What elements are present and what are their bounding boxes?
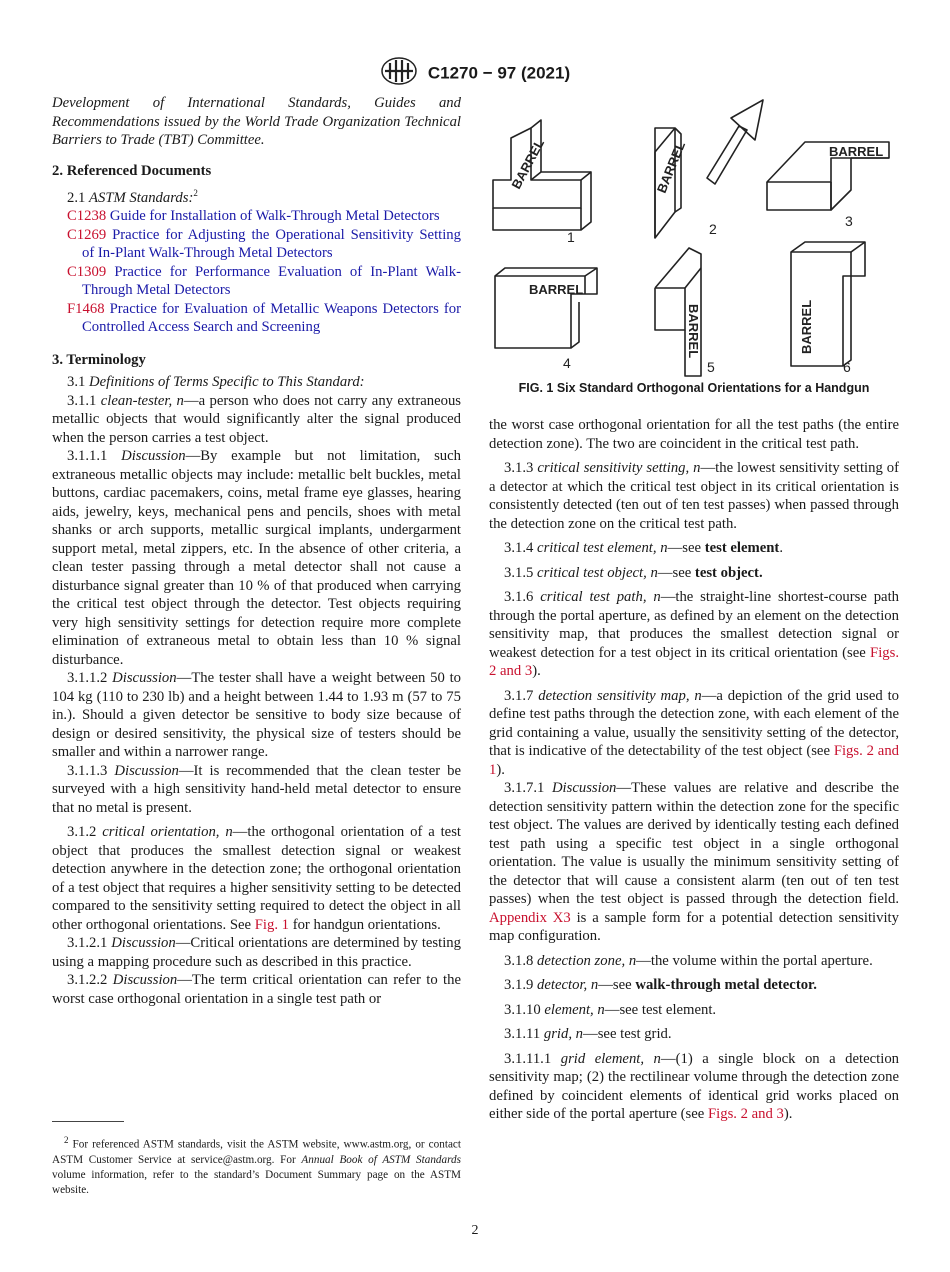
paragraph-3-1-2-1: 3.1.2.1 Discussion—Critical orientations are determined by testing using a mapping procedure such as described in this practice. [52,935,461,970]
paragraph-3-1-7-1: 3.1.7.1 Discussion—These values are relative and describe the detection sensitivity pattern within the detection zone for the specific test object. The values are derived by identically testing each defined test path using a specific test object in a single orthogonal orientation. The value is usually the minimum sensitivity setting of the detector that will cause a consistent alarm (ten out of ten test passes) when the test object is passed through the detection field. Appendix X3 is a sample form for a potential detection sensitivity map configuration. [489,780,899,944]
paragraph-3-1-6: 3.1.6 critical test path, n—the straight-line shortest-course path through the portal aperture, as defined by an element on the detection sensitivity map, that produces the smallest detection signal or weakest detection for a test object in its critical orientation (see Figs. 2 and 3). [489,589,900,679]
paragraph-3-1-2-2: 3.1.2.2 Discussion—The term critical orientation can refer to the worst case orthogonal orientation in a single test path or [52,972,462,1007]
paragraph-3-1: 3.1 Definitions of Terms Specific to This Standard: [67,374,365,391]
paragraph-3-1-8: 3.1.8 detection zone, n—the volume within the portal aperture. [504,952,873,969]
paragraph-3-1-4: 3.1.4 critical test element, n—see test element. [504,540,783,556]
paragraph-3-1-1: 3.1.1 clean-tester, n—a person who does not carry any extraneous metallic objects that would significantly alter the signal produced when the person carries a test object. [52,392,462,446]
paragraph-3-1-9: 3.1.9 detector, n—see walk-through metal detector. [504,977,817,993]
figure-link[interactable]: Figs. 2 and 1 [489,743,900,778]
paragraph-3-1-11: 3.1.11 grid, n—see test grid. [504,1026,672,1042]
handgun-orientations-figure [489,98,899,398]
footnote: $^2$ For referenced ASTM standards, visit the ASTM website, www.astm.org, or contact ASTM Customer Service at service@astm.org. For Annual Book of ASTM Standards volume information, refer to the standard’s Document Summary page on the ASTM website. [52,1135,461,1196]
right-column [489,416,899,1124]
paragraph-3-1-3: 3.1.3 critical sensitivity setting, n—the lowest sensitivity setting of a detector at which the critical test object in its critical orientation is consistently detected (ten out of ten test passes) when passed through the detection zone on the critical test path. [489,460,900,532]
page-header [0,56,950,91]
left-column [52,94,461,1008]
section-3-heading: 3. Terminology [52,351,146,368]
paragraph-3-1-2-2-continued: the worst case orthogonal orientation for all the test paths (the entire detection zone). The two are coincident in the critical test path. [489,417,899,452]
reference-item[interactable] [52,207,461,226]
reference-item[interactable] [52,263,461,300]
reference-code[interactable]: C1309 [67,263,107,280]
orientation-number: 5 [707,359,715,375]
reference-code[interactable]: C1238 [67,208,107,225]
reference-title[interactable]: Practice for Evaluation of Metallic Weapons Detectors for Controlled Access Search and Screening [82,300,461,336]
barrel-label: BARREL [529,282,584,297]
barrel-label: BARREL [653,139,689,196]
reference-item[interactable] [52,300,461,337]
page-number: 2 [471,1223,479,1238]
section-2-heading: 2. Referenced Documents [52,162,212,179]
reference-title[interactable]: Practice for Performance Evaluation of In-Plant Walk-Through Metal Detectors [82,263,462,299]
orientation-number: 2 [709,221,717,237]
paragraph-3-1-2: 3.1.2 critical orientation, n—the orthogonal orientation of a test object that produces the smallest detection signal or weakest detection anywhere in the detection zone; the orthogonal orientation of a test object that requires a higher sensitivity setting to be detected compared to the sensitivity setting required to detect the object in all other orthogonal orientations. See Fig. 1 for handgun orientations. [52,824,462,933]
paragraph-3-1-10: 3.1.10 element, n—see test element. [504,1001,717,1018]
document-code: C1270 − 97 (2021) [427,63,571,83]
orientation-number: 4 [563,355,571,371]
paragraph-3-1-7: 3.1.7 detection sensitivity map, n—a depiction of the grid used to define test paths through the detection zone, with each element of the grid containing a value, usually the sensitivity setting of the detector, that is indicative of the detectability of the test object (see Figs. 2 and 1). [489,687,900,778]
paragraph-3-1-1-2: 3.1.1.2 Discussion—The tester shall have a weight between 50 to 104 kg (110 to 230 lb) and a height between 1.44 to 1.93 m (57 to 75 in.). Should a given detector be sensitive to body size because of design or desired sensitivity, the physical size of testers should be smaller and within a narrower range. [52,670,461,761]
astm-standards-subheading: 2.1 ASTM Standards:$^2$ [67,188,198,206]
barrel-label: BARREL [508,136,548,192]
barrel-label: BARREL [686,304,701,359]
orientation-number: 3 [845,213,853,229]
figure-link[interactable]: Fig. 1 [254,916,290,933]
barrel-label: BARREL [799,299,814,354]
intro-paragraph: Development of International Standards, Guides and Recommendations issued by the World Trade Organization Technical Barriers to Trade (TBT) Committee. [52,95,461,148]
figure-link[interactable]: Figs. 2 and 3 [708,1106,784,1122]
figure-caption: FIG. 1 Six Standard Orthogonal Orientations for a Handgun [518,381,870,395]
footnote-divider [52,1121,124,1122]
paragraph-3-1-1-3: 3.1.1.3 Discussion—It is recommended that the clean tester be surveyed with a high sensitivity hand-held metal detector to ensure that no metal is present. [52,762,461,816]
reference-code[interactable]: C1269 [67,226,107,243]
paragraph-3-1-5: 3.1.5 critical test object, n—see test object. [504,564,763,581]
paragraph-3-1-11-1: 3.1.11.1 grid element, n—(1) a single block on a detection sensitivity map; (2) the rectilinear volume through the detection zone defined by coincident elements of identical grid works placed on either side of the portal aperture (see Figs. 2 and 3). [489,1050,900,1122]
orientation-number: 6 [843,359,851,375]
orientation-number: 1 [567,229,575,245]
reference-title[interactable]: Guide for Installation of Walk-Through Metal Detectors [109,208,440,225]
paragraph-3-1-1-1: 3.1.1.1 Discussion—By example but not limitation, such extraneous metallic objects may include: metallic belt buckles, metal buttons, cardiac pacemakers, coins, metal frame eye glasses, hearing aids, jewelry, keys, mechanical pens and pencils, shoes with metal shanks or arch supports, metallic surgical implants, undergarment support metal, metal zippers, etc. In the absence of other criteria, a clean tester passing through a metal detector shall not cause a disturbance signal greater than 10 % of that produced when carrying the critical test object through the detector. Test objects requiring very high sensitivity settings for detection require more complete elimination of extraneous metal to obtain less than 10 % signal disturbance. [52,448,461,668]
reference-code[interactable]: F1468 [67,300,105,317]
astm-logo-icon [380,56,418,91]
reference-item[interactable] [52,226,461,263]
appendix-link[interactable]: Appendix X3 [489,909,571,926]
barrel-label: BARREL [829,144,884,159]
reference-title[interactable]: Practice for Adjusting the Operational Sensitivity Setting of In-Plant Walk-Through Metal Detectors [82,226,461,262]
figure-link[interactable]: Figs. 2 and 3 [489,644,900,679]
